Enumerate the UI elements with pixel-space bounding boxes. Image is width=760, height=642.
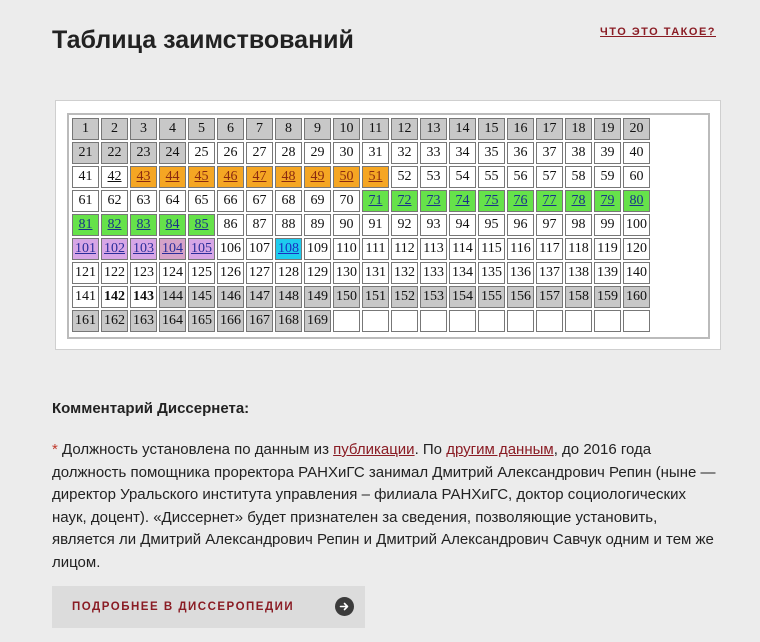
page-cell-24: 24 — [159, 142, 186, 164]
page-cell-130: 130 — [333, 262, 360, 284]
page-cell-94: 94 — [449, 214, 476, 236]
page-cell-117: 117 — [536, 238, 563, 260]
page-cell-127: 127 — [246, 262, 273, 284]
page-cell-68: 68 — [275, 190, 302, 212]
page-cell-133: 133 — [420, 262, 447, 284]
page-cell-61: 61 — [72, 190, 99, 212]
page-cell-73[interactable]: 73 — [420, 190, 447, 212]
empty-cell — [623, 310, 650, 332]
comment-text — [52, 439, 722, 574]
page-cell-51[interactable]: 51 — [362, 166, 389, 188]
more-button-label: ПОДРОБНЕЕ В ДИССЕРОПЕДИИ — [72, 601, 295, 613]
page-cell-99: 99 — [594, 214, 621, 236]
page-cell-60: 60 — [623, 166, 650, 188]
page-cell-145: 145 — [188, 286, 215, 308]
page-cell-131: 131 — [362, 262, 389, 284]
page-cell-87: 87 — [246, 214, 273, 236]
page-cell-165: 165 — [188, 310, 215, 332]
page-cell-102[interactable]: 102 — [101, 238, 128, 260]
page-cell-2: 2 — [101, 118, 128, 140]
page-cell-14: 14 — [449, 118, 476, 140]
comment-heading: Комментарий Диссернета: — [52, 400, 250, 417]
page-cell-166: 166 — [217, 310, 244, 332]
page-cell-150: 150 — [333, 286, 360, 308]
page-cell-118: 118 — [565, 238, 592, 260]
empty-cell — [333, 310, 360, 332]
page-cell-57: 57 — [536, 166, 563, 188]
page-cell-126: 126 — [217, 262, 244, 284]
page-cell-27: 27 — [246, 142, 273, 164]
page-cell-11: 11 — [362, 118, 389, 140]
page-cell-65: 65 — [188, 190, 215, 212]
page-cell-16: 16 — [507, 118, 534, 140]
page-cell-3: 3 — [130, 118, 157, 140]
page-cell-25: 25 — [188, 142, 215, 164]
empty-cell — [507, 310, 534, 332]
page-cell-82[interactable]: 82 — [101, 214, 128, 236]
page-cell-19: 19 — [594, 118, 621, 140]
table-row — [72, 166, 650, 188]
page-cell-50[interactable]: 50 — [333, 166, 360, 188]
other-data-link[interactable]: другим данным — [446, 441, 554, 458]
page-cell-88: 88 — [275, 214, 302, 236]
page-cell-30: 30 — [333, 142, 360, 164]
empty-cell — [449, 310, 476, 332]
page-cell-7: 7 — [246, 118, 273, 140]
page-cell-75[interactable]: 75 — [478, 190, 505, 212]
page-cell-21: 21 — [72, 142, 99, 164]
empty-cell — [391, 310, 418, 332]
page-cell-111: 111 — [362, 238, 389, 260]
page-cell-15: 15 — [478, 118, 505, 140]
page-cell-115: 115 — [478, 238, 505, 260]
page-cell-151: 151 — [362, 286, 389, 308]
page-cell-46[interactable]: 46 — [217, 166, 244, 188]
page-cell-62: 62 — [101, 190, 128, 212]
page-cell-107: 107 — [246, 238, 273, 260]
page-cell-92: 92 — [391, 214, 418, 236]
page-cell-69: 69 — [304, 190, 331, 212]
page-cell-152: 152 — [391, 286, 418, 308]
page-cell-167: 167 — [246, 310, 273, 332]
page-cell-23: 23 — [130, 142, 157, 164]
page-cell-134: 134 — [449, 262, 476, 284]
page-cell-66: 66 — [217, 190, 244, 212]
arrow-right-icon — [335, 597, 354, 616]
page-cell-101[interactable]: 101 — [72, 238, 99, 260]
page-cell-32: 32 — [391, 142, 418, 164]
table-row — [72, 262, 650, 284]
page-cell-42[interactable]: 42 — [101, 166, 128, 188]
page-cell-169: 169 — [304, 310, 331, 332]
page-cell-64: 64 — [159, 190, 186, 212]
page-cell-90: 90 — [333, 214, 360, 236]
page-cell-26: 26 — [217, 142, 244, 164]
page-cell-5: 5 — [188, 118, 215, 140]
page-cell-6: 6 — [217, 118, 244, 140]
page-cell-41: 41 — [72, 166, 99, 188]
empty-cell — [565, 310, 592, 332]
page-cell-97: 97 — [536, 214, 563, 236]
table-row — [72, 118, 650, 140]
page-cell-40: 40 — [623, 142, 650, 164]
page-cell-22: 22 — [101, 142, 128, 164]
table-row — [72, 286, 650, 308]
empty-cell — [362, 310, 389, 332]
page-cell-154: 154 — [449, 286, 476, 308]
page-cell-12: 12 — [391, 118, 418, 140]
page-title: Таблица заимствований — [52, 26, 354, 54]
page-cell-100: 100 — [623, 214, 650, 236]
page-cell-20: 20 — [623, 118, 650, 140]
comment-text-part-1: Должность установлена по данным из — [57, 441, 334, 458]
page-cell-86: 86 — [217, 214, 244, 236]
table-row — [72, 310, 650, 332]
page-cell-48[interactable]: 48 — [275, 166, 302, 188]
page-cell-44[interactable]: 44 — [159, 166, 186, 188]
empty-cell — [478, 310, 505, 332]
page-cell-139: 139 — [594, 262, 621, 284]
page-cell-147: 147 — [246, 286, 273, 308]
page-cell-89: 89 — [304, 214, 331, 236]
page-cell-49[interactable]: 49 — [304, 166, 331, 188]
page-cell-135: 135 — [478, 262, 505, 284]
page-cell-76[interactable]: 76 — [507, 190, 534, 212]
page-cell-77[interactable]: 77 — [536, 190, 563, 212]
page-cell-67: 67 — [246, 190, 273, 212]
comment-text-part-3: , до 2016 года должность помощника проректора РАНХиГС занимал Дмитрий Александрович Репин (ныне — директор Уральского института управления – филиала РАНХиГС, доктор социологических наук, доцент). «Диссернет» будет признателен за сведения, позволяющие установить, является ли Дмитрий Александрович Репин и Дмитрий Александрович Савчук одним и тем же лицом. — [52, 441, 716, 571]
page-cell-4: 4 — [159, 118, 186, 140]
page-cell-45[interactable]: 45 — [188, 166, 215, 188]
page-cell-141: 141 — [72, 286, 99, 308]
page-cell-39: 39 — [594, 142, 621, 164]
page-cell-29: 29 — [304, 142, 331, 164]
page-cell-144: 144 — [159, 286, 186, 308]
page-cell-85[interactable]: 85 — [188, 214, 215, 236]
page-cell-104[interactable]: 104 — [159, 238, 186, 260]
borrowings-table-panel — [55, 100, 721, 350]
page-cell-78[interactable]: 78 — [565, 190, 592, 212]
page-cell-47[interactable]: 47 — [246, 166, 273, 188]
publication-link[interactable]: публикации — [333, 441, 415, 458]
page-cell-122: 122 — [101, 262, 128, 284]
page-cell-1: 1 — [72, 118, 99, 140]
page-cell-84[interactable]: 84 — [159, 214, 186, 236]
page-cell-63: 63 — [130, 190, 157, 212]
page-cell-138: 138 — [565, 262, 592, 284]
page-cell-159: 159 — [594, 286, 621, 308]
borrowings-table — [70, 116, 652, 334]
page-cell-124: 124 — [159, 262, 186, 284]
page-cell-52: 52 — [391, 166, 418, 188]
page-cell-156: 156 — [507, 286, 534, 308]
page-cell-121: 121 — [72, 262, 99, 284]
page-cell-136: 136 — [507, 262, 534, 284]
page-cell-129: 129 — [304, 262, 331, 284]
table-row — [72, 238, 650, 260]
page-cell-8: 8 — [275, 118, 302, 140]
more-in-dissernopedia-button[interactable] — [52, 586, 365, 628]
page-cell-119: 119 — [594, 238, 621, 260]
page-cell-13: 13 — [420, 118, 447, 140]
asterisk-mark: * — [52, 441, 58, 458]
table-row — [72, 142, 650, 164]
page-cell-10: 10 — [333, 118, 360, 140]
page-cell-109: 109 — [304, 238, 331, 260]
page-cell-160: 160 — [623, 286, 650, 308]
borrowings-table-frame — [67, 113, 710, 339]
page-cell-103[interactable]: 103 — [130, 238, 157, 260]
page-cell-70: 70 — [333, 190, 360, 212]
page-cell-71[interactable]: 71 — [362, 190, 389, 212]
page-cell-120: 120 — [623, 238, 650, 260]
page-cell-91: 91 — [362, 214, 389, 236]
page-cell-123: 123 — [130, 262, 157, 284]
page-cell-105[interactable]: 105 — [188, 238, 215, 260]
page-cell-137: 137 — [536, 262, 563, 284]
page-cell-79[interactable]: 79 — [594, 190, 621, 212]
page-cell-143: 143 — [130, 286, 157, 308]
page-cell-113: 113 — [420, 238, 447, 260]
page-cell-81[interactable]: 81 — [72, 214, 99, 236]
page-cell-161: 161 — [72, 310, 99, 332]
page-cell-83[interactable]: 83 — [130, 214, 157, 236]
page-cell-35: 35 — [478, 142, 505, 164]
table-row — [72, 190, 650, 212]
page-cell-93: 93 — [420, 214, 447, 236]
page-cell-56: 56 — [507, 166, 534, 188]
page-cell-37: 37 — [536, 142, 563, 164]
page-cell-58: 58 — [565, 166, 592, 188]
page-cell-128: 128 — [275, 262, 302, 284]
page-cell-96: 96 — [507, 214, 534, 236]
page-cell-17: 17 — [536, 118, 563, 140]
page-cell-142: 142 — [101, 286, 128, 308]
page-cell-38: 38 — [565, 142, 592, 164]
page-cell-36: 36 — [507, 142, 534, 164]
page-cell-148: 148 — [275, 286, 302, 308]
page-cell-158: 158 — [565, 286, 592, 308]
page-cell-153: 153 — [420, 286, 447, 308]
page-cell-132: 132 — [391, 262, 418, 284]
page-cell-74[interactable]: 74 — [449, 190, 476, 212]
page-cell-110: 110 — [333, 238, 360, 260]
page-cell-146: 146 — [217, 286, 244, 308]
page-cell-43[interactable]: 43 — [130, 166, 157, 188]
page-cell-72[interactable]: 72 — [391, 190, 418, 212]
page-cell-80[interactable]: 80 — [623, 190, 650, 212]
page-cell-59: 59 — [594, 166, 621, 188]
page-cell-157: 157 — [536, 286, 563, 308]
page-cell-112: 112 — [391, 238, 418, 260]
table-row — [72, 214, 650, 236]
page-cell-168: 168 — [275, 310, 302, 332]
page-cell-98: 98 — [565, 214, 592, 236]
page-cell-149: 149 — [304, 286, 331, 308]
page-cell-34: 34 — [449, 142, 476, 164]
page-cell-54: 54 — [449, 166, 476, 188]
page-cell-125: 125 — [188, 262, 215, 284]
page-cell-108[interactable]: 108 — [275, 238, 302, 260]
page-cell-162: 162 — [101, 310, 128, 332]
comment-text-part-2: . По — [414, 441, 447, 458]
empty-cell — [420, 310, 447, 332]
page-cell-53: 53 — [420, 166, 447, 188]
page-cell-28: 28 — [275, 142, 302, 164]
page-cell-163: 163 — [130, 310, 157, 332]
page-cell-55: 55 — [478, 166, 505, 188]
empty-cell — [594, 310, 621, 332]
page-cell-9: 9 — [304, 118, 331, 140]
page-cell-114: 114 — [449, 238, 476, 260]
page-cell-116: 116 — [507, 238, 534, 260]
empty-cell — [536, 310, 563, 332]
page-cell-18: 18 — [565, 118, 592, 140]
page-cell-33: 33 — [420, 142, 447, 164]
page-cell-106: 106 — [217, 238, 244, 260]
page-cell-164: 164 — [159, 310, 186, 332]
page-cell-140: 140 — [623, 262, 650, 284]
page-cell-155: 155 — [478, 286, 505, 308]
page-cell-31: 31 — [362, 142, 389, 164]
what-is-this-link[interactable]: ЧТО ЭТО ТАКОЕ? — [600, 26, 716, 38]
page-cell-95: 95 — [478, 214, 505, 236]
